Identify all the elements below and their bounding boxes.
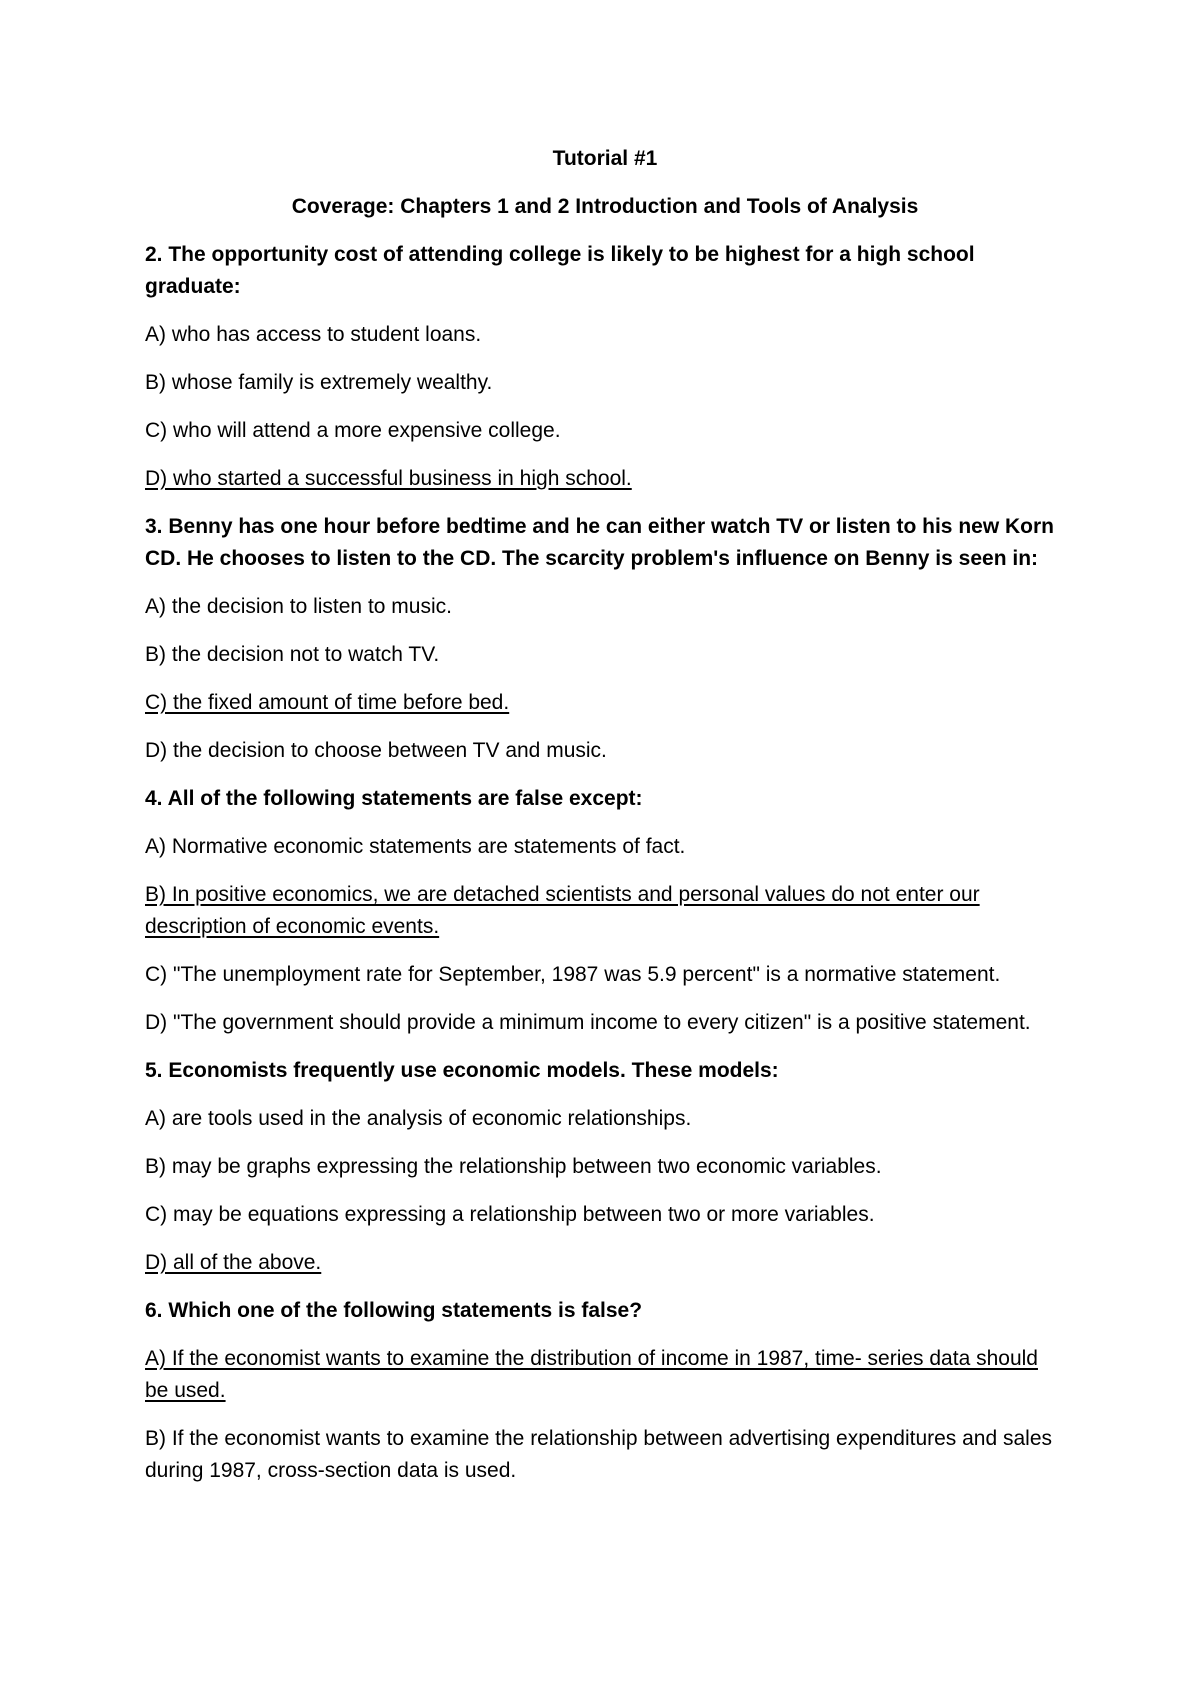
correct-answer-option: D) who started a successful business in high school. [145, 467, 632, 490]
answer-option: A) Normative economic statements are statements of fact. [145, 835, 686, 858]
question-text: 4. All of the following statements are false except: [145, 787, 643, 810]
answer-option: A) are tools used in the analysis of economic relationships. [145, 1107, 692, 1130]
answer-option: A) the decision to listen to music. [145, 595, 452, 618]
answer-option: A) who has access to student loans. [145, 323, 482, 346]
correct-answer-option: B) In positive economics, we are detached scientists and personal values do not enter our description of economic events. [145, 883, 980, 938]
answer-option: D) the decision to choose between TV and music. [145, 739, 607, 762]
document-content [145, 143, 1065, 1503]
answer-option: C) who will attend a more expensive college. [145, 419, 561, 442]
page-title: Tutorial #1 [552, 147, 658, 170]
answer-option: B) If the economist wants to examine the relationship between advertising expenditures and sales during 1987, cross-section data is used. [145, 1427, 1053, 1482]
answer-option: D) "The government should provide a minimum income to every citizen" is a positive statement. [145, 1011, 1031, 1034]
question-text: 5. Economists frequently use economic models. These models: [145, 1059, 779, 1082]
correct-answer-option: C) the fixed amount of time before bed. [145, 691, 510, 714]
answer-option: B) the decision not to watch TV. [145, 643, 440, 666]
answer-option: C) "The unemployment rate for September, 1987 was 5.9 percent" is a normative statement. [145, 963, 1001, 986]
answer-option: B) may be graphs expressing the relationship between two economic variables. [145, 1155, 882, 1178]
question-text: 6. Which one of the following statements is false? [145, 1299, 643, 1322]
answer-option: C) may be equations expressing a relationship between two or more variables. [145, 1203, 875, 1226]
question-text: 2. The opportunity cost of attending college is likely to be highest for a high school graduate: [145, 243, 975, 298]
correct-answer-option: D) all of the above. [145, 1251, 322, 1274]
correct-answer-option: A) If the economist wants to examine the distribution of income in 1987, time- series data should be used. [145, 1347, 1038, 1402]
coverage-heading: Coverage: Chapters 1 and 2 Introduction and Tools of Analysis [291, 195, 919, 218]
question-text: 3. Benny has one hour before bedtime and he can either watch TV or listen to his new Korn CD. He chooses to listen to the CD. The scarcity problem's influence on Benny is seen in: [145, 515, 1054, 570]
answer-option: B) whose family is extremely wealthy. [145, 371, 493, 394]
